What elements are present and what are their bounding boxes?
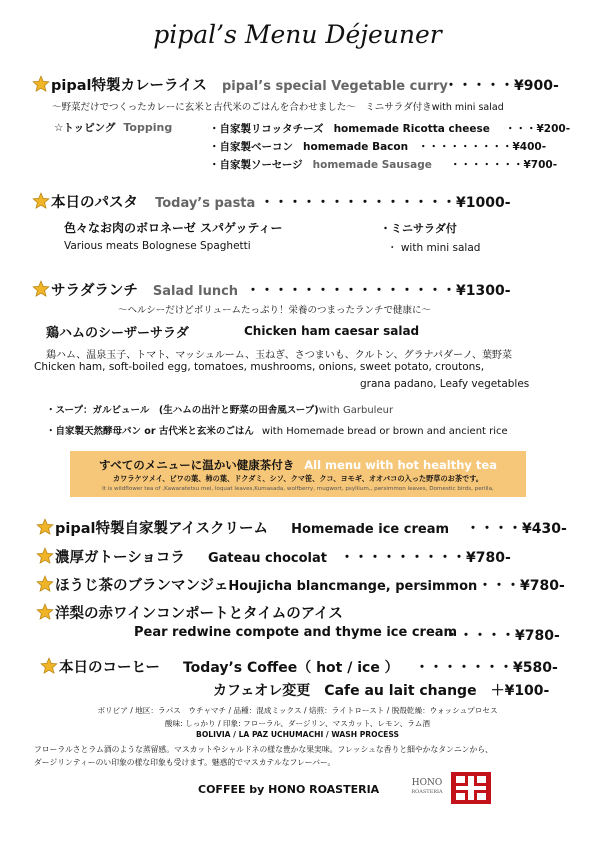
- pasta-side-en: ・ with mini salad: [387, 242, 481, 254]
- salad-heading: サラダランチ: [51, 283, 138, 299]
- dessert-4-price: ・・・・・¥780-: [445, 628, 560, 644]
- pasta-name: 色々なお肉のボロネーゼ スパゲッティー: [64, 221, 283, 235]
- dessert-3-price: ・・・¥780-: [478, 578, 565, 594]
- coffee-price: ・・・・・・・¥580-: [415, 660, 558, 676]
- curry-price: ・・・・・¥900-: [444, 78, 559, 94]
- star-icon: [32, 75, 50, 93]
- pasta-heading: 本日のパスタ: [51, 195, 138, 211]
- topping-1: ・自家製リコッタチーズ homemade Ricotta cheese: [209, 123, 490, 135]
- curry-heading-row: [32, 74, 448, 95]
- coffee-origin: ボリビア / 地区：ラパス ウチャマチ / 品種：混成ミックス / 焙煎：ライトロースト / 脱殻乾燥：ウォッシュプロセス: [97, 706, 498, 715]
- salad-soup-en: with Garbuleur: [318, 405, 394, 416]
- salad-name: 鶏ハムのシーザーサラダ: [46, 326, 189, 341]
- salad-name-en: Chicken ham caesar salad: [244, 324, 420, 338]
- salad-bread: ・自家製天然酵母パン or 古代米と玄米のごはん with Homemade bread or brown and ancient rice: [46, 426, 508, 437]
- tea-banner-ingredients-en: It is wildflower tea of ,Kawaratetsu mei, loquat leaves,Kumasada, wolfberry, mugwort, psyllium,, persimmon leaves, Domestic birds, perilla,: [102, 486, 494, 492]
- coffee-heading-en: Today’s Coffee（ hot / ice ）: [182, 660, 399, 676]
- star-icon: [36, 547, 54, 565]
- salad-heading-row: [32, 279, 238, 300]
- pasta-name-en: Various meats Bolognese Spaghetti: [64, 240, 251, 252]
- star-icon: [36, 603, 54, 621]
- salad-ingredients: 鶏ハム、温泉玉子、トマト、マッシュルーム、玉ねぎ、さつまいも、クルトン、グラナパダーノ、葉野菜: [46, 350, 512, 361]
- pasta-price: ・・・・・・・・・・・・・・¥1000-: [260, 195, 511, 211]
- coffee-taste: 酸味: しっかり / 印象: フローラル、ダージリン、マスカット、レモン、ラム酒: [165, 719, 430, 728]
- roaster-logo-text: HONO ROASTERIA: [411, 778, 443, 795]
- curry-heading-en: pipal’s special Vegetable curry: [221, 79, 448, 94]
- coffee-note-1: フローラルさとラム酒のような蒸留感。マスカットやシャルドネの様な豊かな果実味。フレッシュな香りと細やかなタンニンから、: [34, 745, 493, 754]
- star-icon: [32, 280, 50, 298]
- dessert-1-price: ・・・・¥430-: [466, 521, 567, 537]
- dessert-4: 洋梨の赤ワインコンポートとタイムのアイス: [36, 602, 343, 623]
- star-icon: [36, 575, 54, 593]
- salad-ingredients-en: Chicken ham, soft-boiled egg, tomatoes, mushrooms, onions, sweet potato, croutons,: [34, 361, 485, 373]
- salad-price: ・・・・・・・・・・・・・・・¥1300-: [246, 283, 511, 299]
- topping-3: ・自家製ソーセージ homemade Sausage: [209, 159, 432, 171]
- coffee-heading: 本日のコーヒー: [59, 660, 160, 676]
- tea-banner-ingredients: カワラケツメイ、ビワの葉、柿の葉、ドクダミ、シソ、クマ笹、クコ、ヨモギ、オオバコの入った野草のお茶です。: [112, 474, 483, 483]
- pasta-heading-en: Today’s pasta: [155, 196, 256, 211]
- salad-description: ～ヘルシーだけどボリュームたっぷり！栄養のつまったランチで健康に～: [118, 305, 431, 316]
- coffee-roaster: COFFEE by HONO ROASTERIA: [198, 783, 380, 796]
- topping-3-price: ・・・・・・・¥700-: [450, 159, 558, 171]
- dessert-2-price: ・・・・・・・・・¥780-: [340, 550, 511, 566]
- roaster-logo-mark: [451, 772, 491, 804]
- topping-2-price: ・・・・・・・・・¥400-: [418, 141, 547, 153]
- salad-ingredients-en-2: grana padano, Leafy vegetables: [360, 378, 530, 390]
- topping-2: ・自家製ベーコン homemade Bacon: [209, 141, 409, 153]
- page-title: pipal’s Menu Déjeuner: [153, 20, 442, 49]
- salad-heading-en: Salad lunch: [152, 284, 239, 299]
- coffee-heading-row: [40, 656, 399, 677]
- topping-label-en: Topping: [123, 121, 173, 134]
- cafe-au-lait-option: カフェオレ変更 Cafe au lait change ＋¥100-: [213, 683, 550, 699]
- coffee-origin-en: BOLIVIA / LA PAZ UCHUMACHI / WASH PROCESS: [196, 730, 399, 739]
- dessert-3: ほうじ茶のブランマンジェHoujicha blancmange, persimmon: [36, 574, 477, 595]
- topping-1-price: ・・・¥200-: [505, 123, 571, 135]
- topping-label: ☆トッピング Topping: [54, 121, 173, 134]
- salad-soup: ・スープ：ガルビュール (生ハムの出汁と野菜の田舎風スープ)with Garbuleur: [46, 405, 394, 416]
- tea-banner-title-en: All menu with hot healthy tea: [304, 458, 497, 472]
- coffee-note-2: ダージリンティーのい印象の様な印象も受けます。魅惑的でマスカテルなフレーバー。: [34, 758, 336, 767]
- pasta-heading-row: [32, 191, 255, 212]
- pasta-side: ・ミニサラダ付: [380, 222, 457, 235]
- star-icon: [40, 657, 58, 675]
- curry-heading: pipal特製カレーライス: [51, 78, 207, 94]
- star-icon: [36, 518, 54, 536]
- tea-banner-title: すべてのメニューに温かい健康茶付き All menu with hot healthy tea: [98, 458, 497, 472]
- salad-bread-en: with Homemade bread or brown and ancient rice: [261, 426, 508, 437]
- dessert-1: pipal特製自家製アイスクリーム Homemade ice cream: [36, 517, 449, 538]
- dessert-2: 濃厚ガトーショコラ Gateau chocolat: [36, 546, 327, 567]
- star-icon: [32, 192, 50, 210]
- healthy-tea-banner: [70, 451, 526, 497]
- curry-description: ～野菜だけでつくったカレーに玄米と古代米のごはんを合わせました～ ミニサラダ付きwith mini salad: [52, 102, 504, 113]
- dessert-4-en: Pear redwine compote and thyme ice cream: [134, 625, 458, 640]
